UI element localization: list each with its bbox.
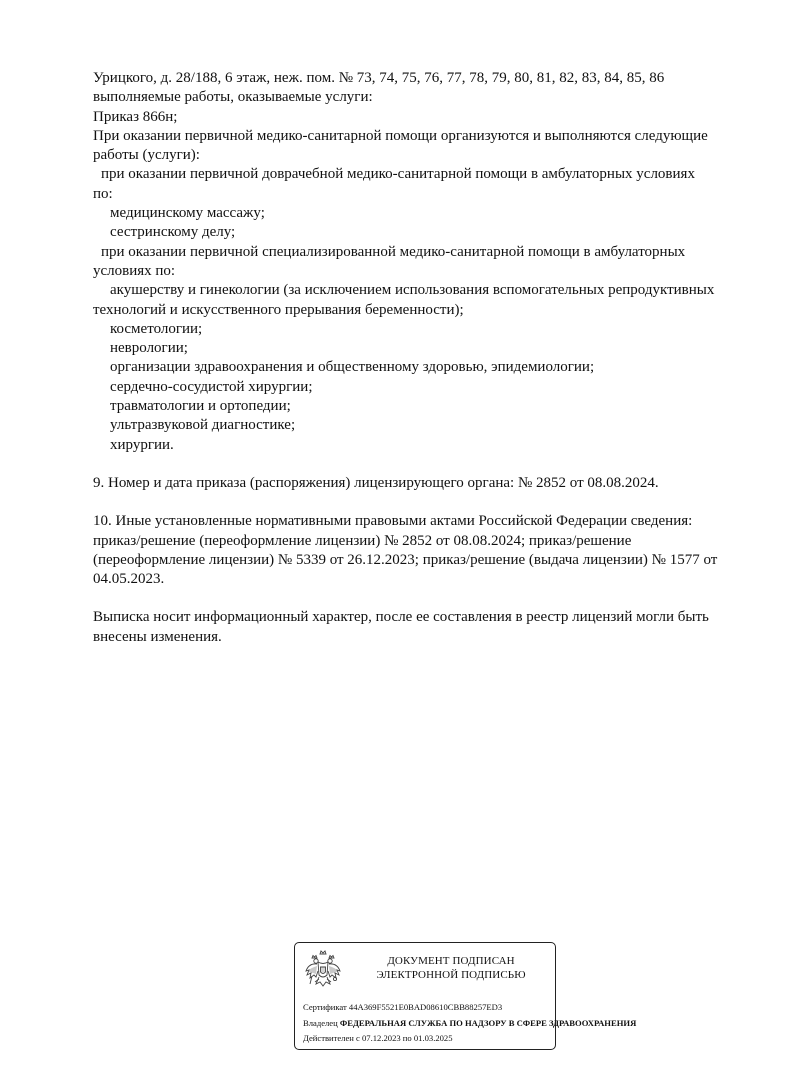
service-item: косметологии; [110,320,203,337]
specialized-care-heading-cont: условиях по: [93,262,176,279]
stamp-title: ДОКУМЕНТ ПОДПИСАН ЭЛЕКТРОННОЙ ПОДПИСЬЮ [376,955,526,981]
service-item: сердечно-сосудистой хирургии; [110,378,313,395]
service-item: организации здравоохранения и общественному здоровью, эпидемиологии; [110,359,595,376]
owner-row: Владелец ФЕДЕРАЛЬНАЯ СЛУЖБА ПО НАДЗОРУ В СФЕРЕ ЗДРАВООХРАНЕНИЯ [303,1018,637,1028]
service-item: акушерству и гинекологии (за исключением использования вспомогательных репродуктивных [110,282,715,299]
section-10-line: (переоформление лицензии) № 5339 от 26.12.2023; приказ/решение (выдача лицензии) № 1577 от [93,551,718,568]
works-heading: выполняемые работы, оказываемые услуги: [93,89,373,106]
disclaimer-line: внесены изменения. [93,628,222,645]
section-10-line: 04.05.2023. [93,571,165,588]
electronic-signature-stamp [294,942,637,1050]
owner-name: ФЕДЕРАЛЬНАЯ СЛУЖБА ПО НАДЗОРУ В СФЕРЕ ЗДРАВООХРАНЕНИЯ [339,1018,637,1028]
service-item-cont: технологий и искусственного прерывания беременности); [93,301,464,318]
section-10-line: приказ/решение (переоформление лицензии) № 2852 от 08.08.2024; приказ/решение [93,532,632,549]
section-9: 9. Номер и дата приказа (распоряжения) лицензирующего органа: № 2852 от 08.08.2024. [93,474,659,491]
service-item: травматологии и ортопедии; [110,398,291,415]
service-item: ультразвуковой диагностике; [110,417,296,434]
section-10-line: 10. Иные установленные нормативными правовыми актами Российской Федерации сведения: [93,513,693,530]
address-line: Урицкого, д. 28/188, 6 этаж, неж. пом. № 73, 74, 75, 76, 77, 78, 79, 80, 81, 82, 83, 84, 85, 86 [93,70,665,86]
validity-row: Действителен с 07.12.2023 по 01.03.2025 [303,1033,453,1043]
primary-care-intro: При оказании первичной медико-санитарной помощи организуются и выполняются следующие [93,127,708,144]
certificate-serial: 44A369F5521E0BAD08610CBB88257ED3 [348,1002,503,1012]
primary-care-intro-cont: работы (услуги): [93,147,200,164]
order-reference: Приказ 866н; [93,108,178,125]
disclaimer-line: Выписка носит информационный характер, после ее составления в реестр лицензий могли быть [93,609,709,626]
specialized-care-heading: при оказании первичной специализированной медико-санитарной помощи в амбулаторных [101,243,686,260]
service-item: медицинскому массажу; [110,205,265,222]
russian-coat-of-arms-icon [303,949,343,995]
certificate-row: Сертификат 44A369F5521E0BAD08610CBB88257ED3 [303,1002,503,1012]
document-body [93,69,765,647]
service-item: сестринскому делу; [110,224,236,241]
service-item: неврологии; [110,340,188,357]
prehospital-care-heading-cont: по: [93,185,113,202]
service-item: хирургии. [110,436,174,453]
prehospital-care-heading: при оказании первичной доврачебной медико-санитарной помощи в амбулаторных условиях [101,166,695,183]
